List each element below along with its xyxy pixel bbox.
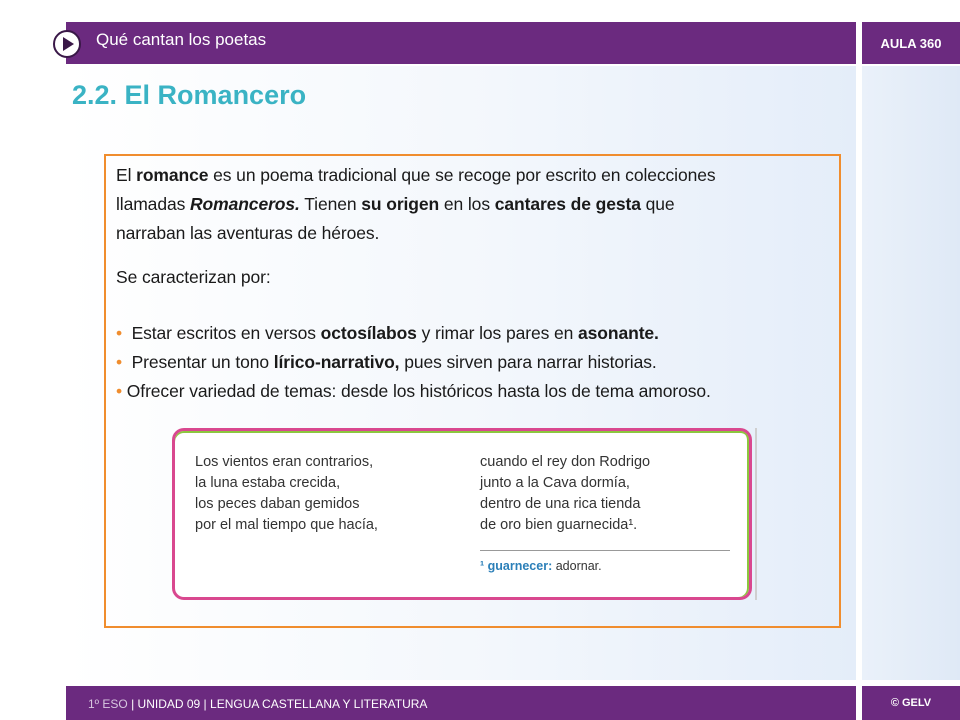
lead-text: Se caracterizan por: <box>116 267 271 287</box>
bullet-item: • Estar escritos en versos octosílabos y rimar los pares en asonante. <box>116 323 659 343</box>
bullet-item: • Presentar un tono lírico-narrativo, pues sirven para narrar historias. <box>116 352 657 372</box>
intro-line-1: El romance es un poema tradicional que se recoge por escrito en colecciones <box>116 165 716 185</box>
bullet-item: • Ofrecer variedad de temas: desde los históricos hasta los de tema amoroso. <box>116 381 711 401</box>
section-title: 2.2. El Romancero <box>72 80 307 110</box>
right-sidebar <box>862 66 960 680</box>
footer-breadcrumb: 1º ESO | UNIDAD 09 | LENGUA CASTELLANA Y LITERATURA <box>88 697 428 711</box>
aula-badge: AULA 360 <box>862 22 960 64</box>
poem-card-shadow <box>755 428 757 600</box>
poem-column-right: cuando el rey don Rodrigo junto a la Cava dormía, dentro de una rica tienda de oro bien guarnecida¹. <box>480 454 651 533</box>
footnote-divider <box>480 550 730 551</box>
copyright-label: © GELV <box>862 686 960 720</box>
poem-column-left: Los vientos eran contrarios, la luna estaba crecida, los peces daban gemidos por el mal tiempo que hacía, <box>195 454 378 533</box>
header-title: Qué cantan los poetas <box>96 30 267 49</box>
play-icon[interactable] <box>53 30 81 58</box>
intro-line-2: llamadas Romanceros. Tienen su origen en los cantares de gesta que <box>116 194 675 214</box>
intro-line-3: narraban las aventuras de héroes. <box>116 223 380 243</box>
footnote: ¹ guarnecer: adornar. <box>480 559 602 573</box>
left-margin <box>0 0 66 720</box>
